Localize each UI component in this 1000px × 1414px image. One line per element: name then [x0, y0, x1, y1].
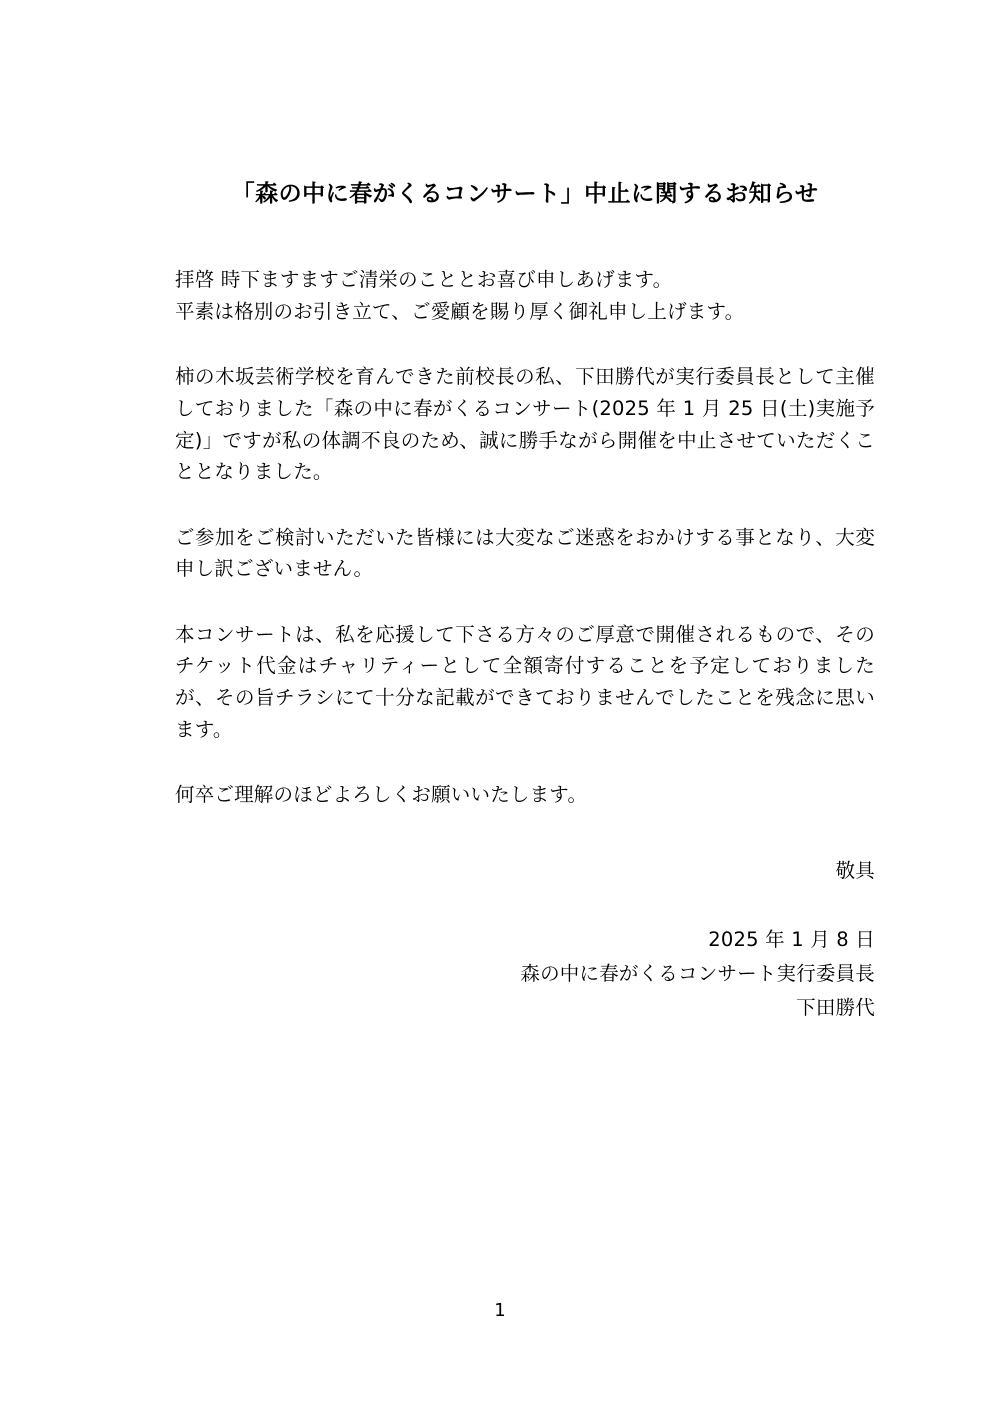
page-title: 「森の中に春がくるコンサート」中止に関するお知らせ — [231, 181, 819, 207]
body-paragraph-4: 何卒ご理解のほどよろしくお願いいたします。 — [175, 783, 588, 807]
signature-block — [175, 923, 875, 1025]
document-content — [175, 0, 875, 1025]
body-paragraph-2: ご参加をご検討いただいた皆様には大変なご迷惑をおかけする事となり、大変申し訳ございません。 — [175, 525, 875, 581]
closing-salutation: 敬具 — [835, 858, 875, 882]
signature-organization: 森の中に春がくるコンサート実行委員長 — [520, 961, 875, 985]
body-paragraph-1: 柿の木坂芸術学校を育んできた前校長の私、下田勝代が実行委員長として主催しておりました「森の中に春がくるコンサート(2025 年 1 月 25 日(土)実施予定)」ですが私の体調不良のため、誠に勝手ながら開催を中止させていただくこととなりました。 — [175, 365, 875, 484]
salutation-block — [175, 264, 875, 327]
signature-name: 下田勝代 — [796, 995, 875, 1019]
page-number: 1 — [494, 1300, 506, 1321]
signature-date: 2025 年 1 月 8 日 — [708, 927, 875, 951]
salutation-line-1: 拝啓 時下ますますご清栄のこととお喜び申しあげます。 — [175, 268, 673, 292]
body-paragraph-3: 本コンサートは、私を応援して下さる方々のご厚意で開催されるもので、そのチケット代金はチャリティーとして全額寄付することを予定しておりましたが、その旨チラシにて十分な記載ができておりませんでしたことを残念に思います。 — [175, 622, 875, 741]
salutation-line-2: 平素は格別のお引き立て、ご愛顧を賜り厚く御礼申し上げます。 — [175, 299, 745, 323]
